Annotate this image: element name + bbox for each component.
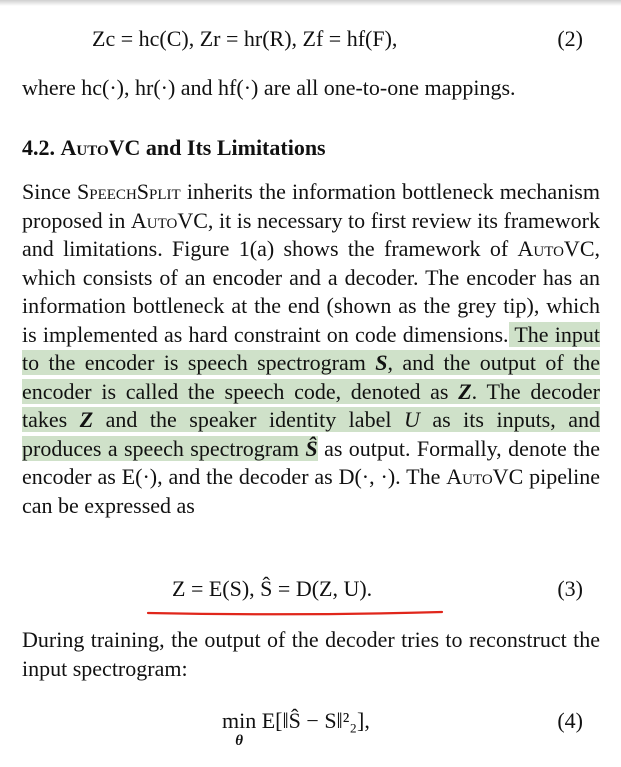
text-run: inherits the information bottleneck mechanism proposed in	[22, 179, 600, 233]
equation-2-expression: Zc = hc(C), Zr = hr(R), Zf = hf(F),	[92, 26, 398, 51]
equation-4-number: (4)	[557, 708, 583, 733]
highlighted-text: , and the output of the encoder is called the speech code, denoted as	[22, 350, 600, 404]
text-run: as output. Formally, denote the encoder as E(·), and the decoder as D(·, ·). The	[22, 435, 600, 489]
speechsplit-name: SpeechSplit	[77, 179, 181, 204]
symbol-reconstruction: Ŝ	[305, 435, 318, 461]
text-run: , it is necessary to first review its framework and limitations. Figure 1(a) shows the framework of	[22, 207, 601, 261]
symbol-code: Z	[458, 378, 472, 404]
mapping-sentence: where hc(·), hr(·) and hf(·) are all one-to-one mappings.	[22, 75, 516, 100]
highlighted-text: . The decoder takes	[22, 378, 600, 432]
section-title-rest: and Its Limitations	[145, 135, 326, 160]
text-run: pipeline can be expressed as	[22, 464, 600, 518]
highlighted-text: and the speaker identity label	[93, 407, 404, 432]
equation-4-minimization	[222, 708, 370, 748]
red-underline-annotation	[146, 605, 444, 619]
section-number: 4.2.	[22, 135, 55, 160]
autovc-name: AutoVC	[517, 236, 595, 261]
min-word: min	[222, 708, 257, 733]
equation-4-expression: E[‖Ŝ − S‖²₂],	[261, 708, 370, 733]
section-title-autovc: AutoVC	[60, 135, 141, 160]
text-run: , which consists of an encoder and a decoder. The encoder has an information bottleneck at the end (shown as the grey tip), which is implemented as hard constraint on code dimensions.	[22, 236, 600, 347]
autovc-name: AutoVC	[130, 207, 208, 233]
min-operator	[222, 708, 256, 748]
equation-3-expression: Z = E(S), Ŝ = D(Z, U).	[172, 576, 373, 601]
autovc-name: AutoVC	[446, 464, 524, 489]
symbol-code: Z	[79, 407, 94, 432]
section-heading	[22, 135, 326, 161]
symbol-spectrogram: S	[375, 350, 388, 375]
text-run: Since	[22, 179, 78, 204]
min-subscript: θ	[235, 733, 244, 749]
highlighted-text: as its inputs, and produces a speech spectrogram	[22, 407, 601, 461]
highlighted-text: The input to the encoder is speech spectrogram	[22, 321, 600, 375]
training-sentence: During training, the output of the decoder tries to reconstruct the input spectrogram:	[22, 627, 600, 681]
equation-2-number: (2)	[557, 26, 583, 51]
cropped-line-edge	[0, 0, 621, 6]
symbol-speaker-label: U	[403, 407, 420, 432]
equation-3-number: (3)	[557, 576, 583, 601]
autovc-paragraph	[22, 178, 600, 520]
